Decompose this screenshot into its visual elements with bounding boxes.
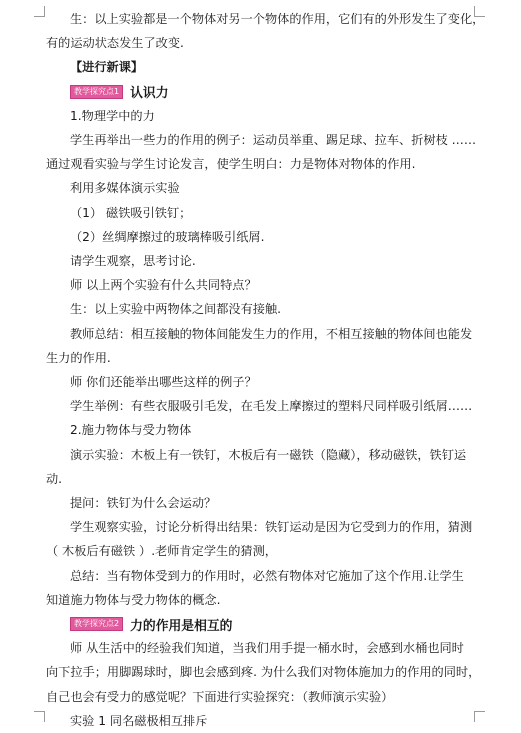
paragraph: 利用多媒体演示实验 (70, 181, 180, 196)
section-header-2 (46, 612, 474, 636)
paragraph: 请学生观察，思考讨论. (70, 254, 196, 269)
crop-mark-bottom-left (34, 711, 45, 722)
paragraph: 师 你们还能举出哪些这样的例子？ (70, 375, 257, 390)
paragraph: 通过观看实验与学生讨论发言，使学生明白：力是物体对物体的作用. (46, 157, 416, 172)
paragraph: 提问：铁钉为什么会运动？ (70, 496, 217, 511)
paragraph: 学生观察实验，讨论分析得出结果：铁钉运动是因为它受到力的作用，猜测 (70, 520, 473, 535)
paragraph: （ 木板后有磁铁 ）.老师肯定学生的猜测， (46, 544, 277, 559)
paragraph: 生：以上实验都是一个物体对另一个物体的作用，它们有的外形发生了变化， (70, 12, 485, 26)
paragraph: 生力的作用. (46, 350, 111, 365)
subheading: 1.物理学中的力 (70, 108, 155, 123)
crop-mark-bottom-right (474, 711, 485, 722)
list-item: （2）丝绸摩擦过的玻璃棒吸引纸屑. (70, 229, 265, 244)
paragraph: 有的运动状态发生了改变. (46, 36, 184, 51)
document-body (46, 7, 485, 733)
paragraph: 学生再举出一些力的作用的例子：运动员举重、踢足球、拉车、折树枝 …… (70, 133, 477, 147)
paragraph: 生：以上实验中两物体之间都没有接触. (70, 302, 282, 317)
paragraph: 总结：当有物体受到力的作用时，必然有物体对它施加了这个作用.让学生 (70, 568, 464, 583)
paragraph: 向下拉手；用脚踢球时，脚也会感到疼. 为什么我们对物体施加力的作用的同时， (46, 665, 481, 680)
subheading: 2.施力物体与受力物体 (70, 423, 192, 438)
section-title: 力的作用是相互的 (130, 618, 233, 634)
section-header-1 (46, 80, 474, 104)
crop-mark-top-left (34, 6, 45, 17)
paragraph: 师 以上两个实验有什么共同特点？ (70, 278, 257, 293)
paragraph: 自己也会有受力的感觉呢？下面进行实验探究：（教师演示实验） (46, 689, 394, 704)
list-item: （1） 磁铁吸引铁钉； (70, 205, 192, 220)
paragraph: 实验 1 同名磁极相互排斥 (70, 713, 208, 728)
section-heading: 【进行新课】 (70, 60, 144, 75)
paragraph: 动. (46, 471, 63, 486)
section-title: 认识力 (130, 86, 169, 102)
paragraph: 学生举例：有些衣服吸引毛发，在毛发上摩擦过的塑料尺同样吸引纸屑…… (70, 399, 473, 414)
paragraph: 教师总结：相互接触的物体间能发生力的作用，不相互接触的物体间也能发 (70, 326, 473, 341)
paragraph: 师 从生活中的经验我们知道，当我们用手提一桶水时，会感到水桶也同时 (70, 641, 464, 656)
section-badge: 教学探究点1 (70, 85, 123, 99)
section-badge: 教学探究点2 (70, 617, 123, 631)
paragraph: 知道施力物体与受力物体的概念. (46, 592, 221, 607)
paragraph: 演示实验：木板上有一铁钉，木板后有一磁铁（隐藏），移动磁铁，铁钉运 (70, 447, 467, 462)
